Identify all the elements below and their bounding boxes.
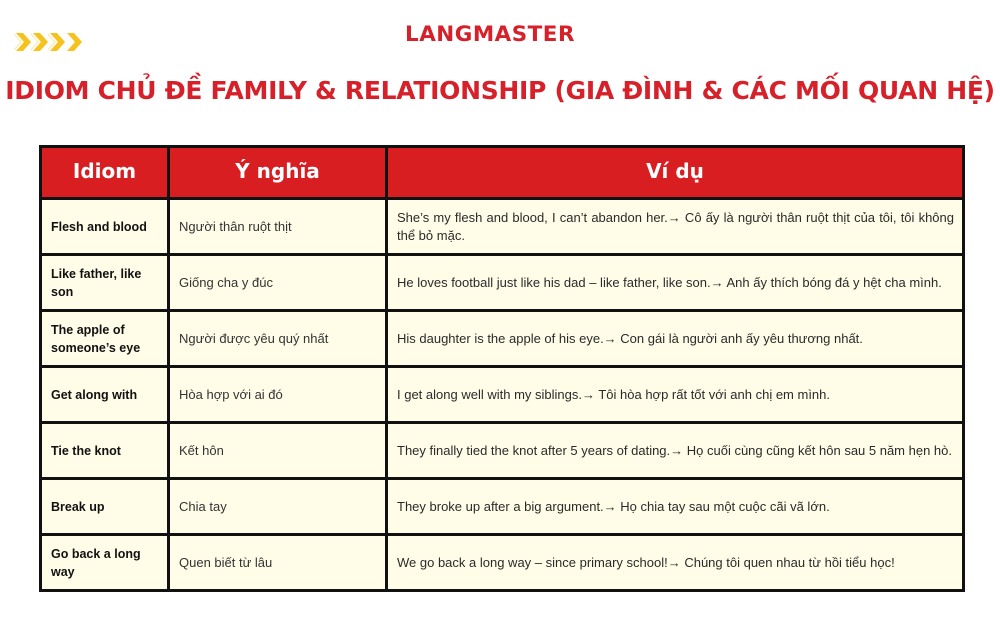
- meaning-cell: Người thân ruột thịt: [169, 199, 387, 255]
- idiom-table: [39, 145, 965, 592]
- idiom-cell: Tie the knot: [41, 423, 169, 479]
- column-header-idiom: Idiom: [41, 147, 169, 199]
- meaning-cell: Hòa hợp với ai đó: [169, 367, 387, 423]
- idiom-cell: Flesh and blood: [41, 199, 169, 255]
- meaning-cell: Chia tay: [169, 479, 387, 535]
- idiom-cell: Get along with: [41, 367, 169, 423]
- table-row: [41, 367, 964, 423]
- idiom-cell: Go back a long way: [41, 535, 169, 591]
- example-cell: His daughter is the apple of his eye.→ Con gái là người anh ấy yêu thương nhất.: [387, 311, 964, 367]
- column-header-meaning: Ý nghĩa: [169, 147, 387, 199]
- meaning-cell: Giống cha y đúc: [169, 255, 387, 311]
- meaning-cell: Kết hôn: [169, 423, 387, 479]
- example-cell: We go back a long way – since primary school!→ Chúng tôi quen nhau từ hồi tiểu học!: [387, 535, 964, 591]
- table-header-row: [41, 147, 964, 199]
- meaning-cell: Người được yêu quý nhất: [169, 311, 387, 367]
- idiom-cell: Break up: [41, 479, 169, 535]
- meaning-cell: Quen biết từ lâu: [169, 535, 387, 591]
- example-cell: She’s my flesh and blood, I can’t abandon her.→ Cô ấy là người thân ruột thịt của tôi, tôi không thể bỏ mặc.: [387, 199, 964, 255]
- brand-logo: [0, 22, 990, 46]
- idiom-cell: The apple of someone’s eye: [41, 311, 169, 367]
- example-cell: They broke up after a big argument.→ Họ chia tay sau một cuộc cãi vã lớn.: [387, 479, 964, 535]
- table-row: [41, 535, 964, 591]
- table-row: [41, 199, 964, 255]
- table-row: [41, 255, 964, 311]
- example-cell: I get along well with my siblings.→ Tôi hòa hợp rất tốt với anh chị em mình.: [387, 367, 964, 423]
- table-row: [41, 311, 964, 367]
- brand-text: LANGMASTER: [405, 22, 575, 46]
- idiom-cell: Like father, like son: [41, 255, 169, 311]
- table-row: [41, 479, 964, 535]
- column-header-example: Ví dụ: [387, 147, 964, 199]
- example-cell: They finally tied the knot after 5 years of dating.→ Họ cuối cùng cũng kết hôn sau 5 năm hẹn hò.: [387, 423, 964, 479]
- example-cell: He loves football just like his dad – like father, like son.→ Anh ấy thích bóng đá y hệt cha mình.: [387, 255, 964, 311]
- page-title: IDIOM CHỦ ĐỀ FAMILY & RELATIONSHIP (GIA ĐÌNH & CÁC MỐI QUAN HỆ): [5, 76, 995, 105]
- table-row: [41, 423, 964, 479]
